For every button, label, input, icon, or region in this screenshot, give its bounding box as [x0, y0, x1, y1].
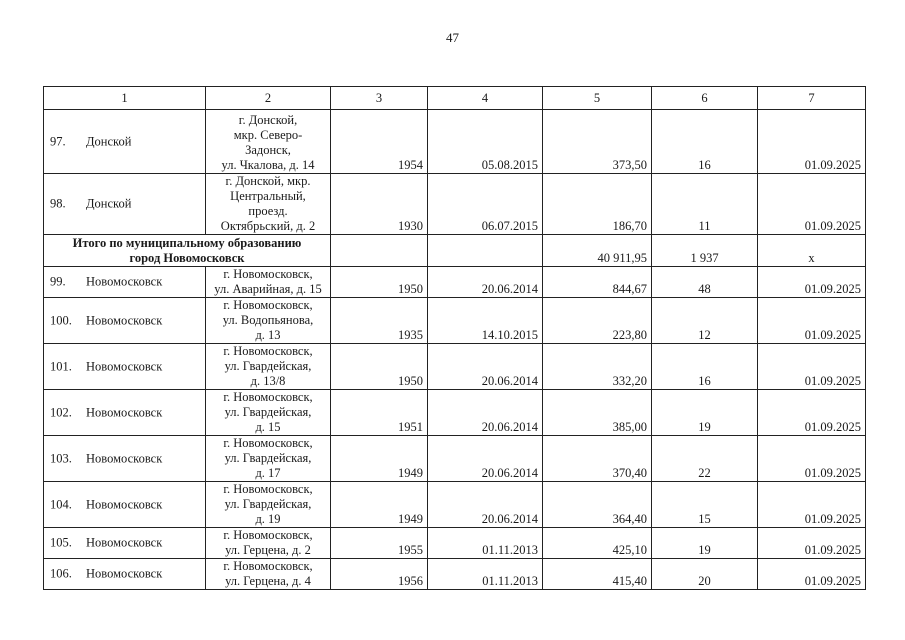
address-line: д. 17 [255, 466, 281, 480]
address-cell [206, 559, 331, 590]
build-year: 1949 [331, 436, 428, 482]
table-row [44, 528, 866, 559]
table-row [44, 436, 866, 482]
address-line: д. 13/8 [250, 374, 286, 388]
row-number: 97. [50, 134, 66, 148]
emergency-recognition-date: 20.06.2014 [428, 344, 543, 390]
address-line: ул. Гвардейская, [224, 451, 312, 465]
residents-count: 19 [652, 390, 758, 436]
row-number-municipality-cell [44, 482, 206, 528]
residents-count: 16 [652, 110, 758, 174]
row-number-municipality-cell [44, 390, 206, 436]
address-line: г. Новомосковск, [223, 436, 313, 450]
address-cell [206, 110, 331, 174]
address-line: ул. Гвардейская, [224, 405, 312, 419]
address-line: г. Новомосковск, [223, 390, 313, 404]
living-area: 415,40 [543, 559, 652, 590]
resettlement-deadline: 01.09.2025 [758, 267, 866, 298]
column-header: 1 [44, 87, 206, 110]
table-row [44, 267, 866, 298]
address-line: г. Новомосковск, [223, 298, 313, 312]
total-residents: 1 937 [652, 235, 758, 267]
column-header: 3 [331, 87, 428, 110]
municipality-name: Новомосковск [86, 405, 163, 419]
address-line: Октябрьский, д. 2 [220, 219, 316, 233]
residents-count: 19 [652, 528, 758, 559]
row-number-municipality-cell [44, 174, 206, 235]
address-line: мкр. Северо- [233, 128, 303, 142]
municipality-name: Новомосковск [86, 566, 163, 581]
residents-count: 48 [652, 267, 758, 298]
residents-count: 20 [652, 559, 758, 590]
resettlement-deadline: 01.09.2025 [758, 390, 866, 436]
living-area: 370,40 [543, 436, 652, 482]
address-line: г. Донской, мкр. [225, 174, 311, 188]
row-number: 101. [50, 359, 72, 373]
resettlement-deadline: 01.09.2025 [758, 559, 866, 590]
address-line: г. Новомосковск, [223, 267, 313, 281]
resettlement-deadline: 01.09.2025 [758, 482, 866, 528]
living-area: 373,50 [543, 110, 652, 174]
emergency-recognition-date: 20.06.2014 [428, 390, 543, 436]
living-area: 364,40 [543, 482, 652, 528]
build-year: 1956 [331, 559, 428, 590]
empty-cell [331, 235, 428, 267]
row-number-municipality-cell [44, 559, 206, 590]
total-mark: x [758, 235, 866, 267]
empty-cell [428, 235, 543, 267]
address-line: ул. Герцена, д. 4 [225, 574, 311, 588]
table-row [44, 110, 866, 174]
column-number-header-row [44, 87, 866, 110]
address-line: ул. Гвардейская, [224, 359, 312, 373]
build-year: 1950 [331, 267, 428, 298]
table-row [44, 482, 866, 528]
emergency-recognition-date: 20.06.2014 [428, 267, 543, 298]
address-line: г. Новомосковск, [223, 482, 313, 496]
emergency-recognition-date: 05.08.2015 [428, 110, 543, 174]
living-area: 425,10 [543, 528, 652, 559]
table-row [44, 174, 866, 235]
address-cell [206, 298, 331, 344]
row-number-municipality-cell [44, 267, 206, 298]
municipality-name: Новомосковск [86, 497, 163, 511]
address-line: ул. Чкалова, д. 14 [221, 158, 315, 172]
total-label-line: Итого по муниципальному образованию [72, 236, 302, 250]
address-line: д. 19 [255, 512, 281, 526]
address-cell [206, 528, 331, 559]
row-number-municipality-cell [44, 344, 206, 390]
address-cell [206, 390, 331, 436]
resettlement-deadline: 01.09.2025 [758, 436, 866, 482]
residents-count: 22 [652, 436, 758, 482]
total-label-line: город Новомосковск [129, 251, 245, 265]
residents-count: 15 [652, 482, 758, 528]
build-year: 1955 [331, 528, 428, 559]
build-year: 1951 [331, 390, 428, 436]
address-line: д. 15 [255, 420, 281, 434]
row-number: 104. [50, 497, 72, 511]
address-cell [206, 482, 331, 528]
municipality-name: Новомосковск [86, 313, 163, 327]
living-area: 844,67 [543, 267, 652, 298]
address-line: г. Новомосковск, [223, 559, 313, 573]
row-number-municipality-cell [44, 436, 206, 482]
address-cell [206, 174, 331, 235]
row-number: 100. [50, 313, 72, 327]
housing-registry-table [43, 86, 866, 590]
row-number-municipality-cell [44, 110, 206, 174]
build-year: 1949 [331, 482, 428, 528]
build-year: 1930 [331, 174, 428, 235]
row-number: 99. [50, 274, 66, 289]
living-area: 385,00 [543, 390, 652, 436]
municipality-total-row [44, 235, 866, 267]
row-number: 105. [50, 535, 72, 550]
emergency-recognition-date: 20.06.2014 [428, 436, 543, 482]
residents-count: 16 [652, 344, 758, 390]
table-row [44, 559, 866, 590]
address-cell [206, 436, 331, 482]
resettlement-deadline: 01.09.2025 [758, 344, 866, 390]
living-area: 332,20 [543, 344, 652, 390]
address-line: ул. Водопьянова, [222, 313, 314, 327]
build-year: 1954 [331, 110, 428, 174]
table-row [44, 298, 866, 344]
municipality-name: Новомосковск [86, 535, 163, 550]
row-number-municipality-cell [44, 298, 206, 344]
total-label [44, 235, 331, 267]
column-header: 6 [652, 87, 758, 110]
row-number: 102. [50, 405, 72, 419]
column-header: 4 [428, 87, 543, 110]
address-line: ул. Гвардейская, [224, 497, 312, 511]
municipality-name: Новомосковск [86, 359, 163, 373]
living-area: 186,70 [543, 174, 652, 235]
address-line: г. Новомосковск, [223, 528, 313, 542]
build-year: 1935 [331, 298, 428, 344]
municipality-name: Донской [86, 196, 132, 211]
address-cell [206, 267, 331, 298]
address-line: г. Донской, [238, 113, 298, 127]
build-year: 1950 [331, 344, 428, 390]
emergency-recognition-date: 14.10.2015 [428, 298, 543, 344]
row-number-municipality-cell [44, 528, 206, 559]
emergency-recognition-date: 06.07.2015 [428, 174, 543, 235]
municipality-name: Новомосковск [86, 274, 163, 289]
municipality-name: Донской [86, 134, 132, 148]
address-line: Центральный, [230, 189, 306, 203]
column-header: 2 [206, 87, 331, 110]
column-header: 7 [758, 87, 866, 110]
table-row [44, 390, 866, 436]
row-number: 103. [50, 451, 72, 465]
address-line: г. Новомосковск, [223, 344, 313, 358]
address-line: проезд. [248, 204, 288, 218]
emergency-recognition-date: 01.11.2013 [428, 559, 543, 590]
resettlement-deadline: 01.09.2025 [758, 298, 866, 344]
resettlement-deadline: 01.09.2025 [758, 174, 866, 235]
residents-count: 11 [652, 174, 758, 235]
residents-count: 12 [652, 298, 758, 344]
address-line: Задонск, [245, 143, 291, 157]
address-cell [206, 344, 331, 390]
row-number: 98. [50, 196, 66, 211]
living-area: 223,80 [543, 298, 652, 344]
table-row [44, 344, 866, 390]
total-area: 40 911,95 [543, 235, 652, 267]
resettlement-deadline: 01.09.2025 [758, 110, 866, 174]
resettlement-deadline: 01.09.2025 [758, 528, 866, 559]
municipality-name: Новомосковск [86, 451, 163, 465]
emergency-recognition-date: 01.11.2013 [428, 528, 543, 559]
page-number: 47 [446, 30, 459, 45]
emergency-recognition-date: 20.06.2014 [428, 482, 543, 528]
row-number: 106. [50, 566, 72, 581]
address-line: ул. Аварийная, д. 15 [214, 282, 322, 296]
address-line: д. 13 [255, 328, 281, 342]
address-line: ул. Герцена, д. 2 [225, 543, 311, 557]
column-header: 5 [543, 87, 652, 110]
